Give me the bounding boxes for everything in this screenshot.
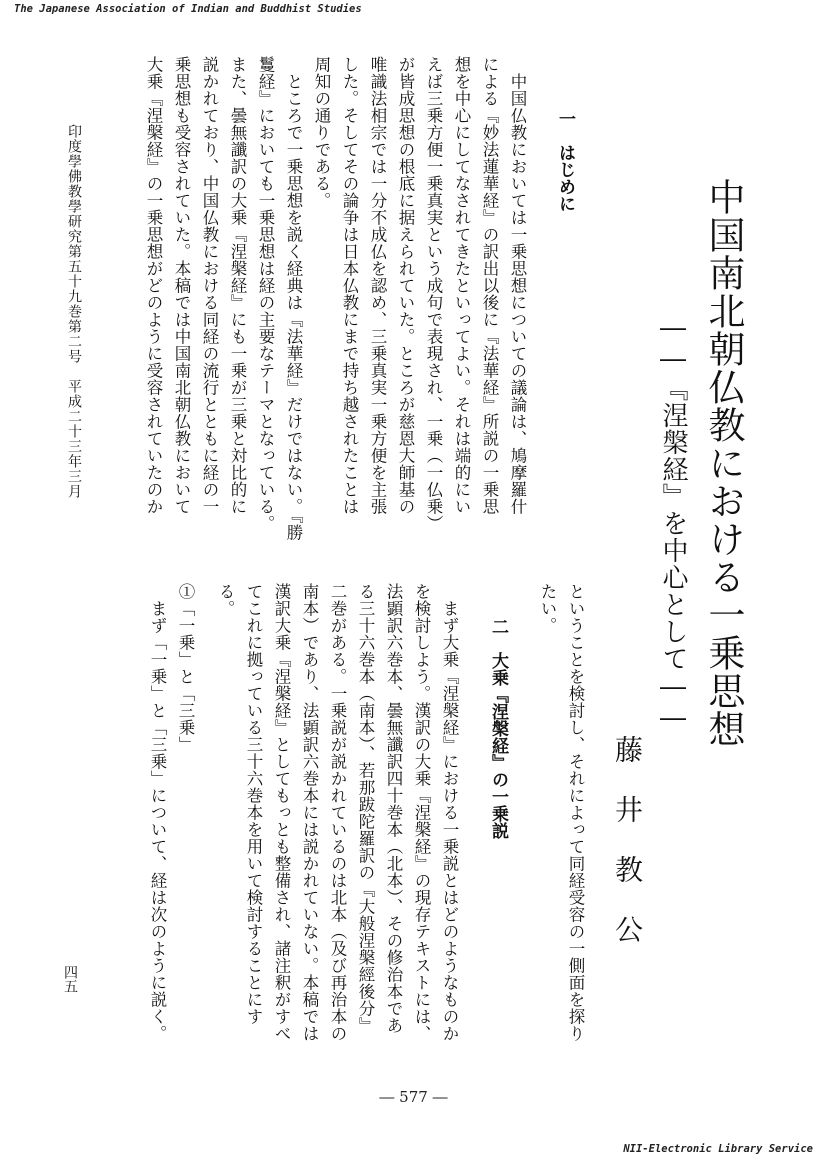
section2-line: まず大乗『涅槃経』における一乗説とはどのようなものか: [440, 583, 459, 1042]
section2-line: る三十六巻本（南本）、若那跋陀羅訳の『大般涅槃經後分』: [356, 583, 375, 1034]
section2-line: 二巻がある。一乗説が説かれているのは北本（及び再治本の: [328, 583, 347, 1042]
section2-line: を検討しよう。漢訳の大乗『涅槃経』の現存テキストには、: [412, 583, 431, 1042]
section2-line: 南本）であり、法顕訳六巻本には説かれていない。本稿では: [300, 583, 319, 1042]
section2-heading: 二 大乗『涅槃経』の一乗説: [488, 618, 508, 839]
section1-line: が皆成思想の根底に据えられていた。ところが慈恩大師基の: [396, 56, 415, 515]
section1-line: また、曇無讖訳の大乗『涅槃経』にも一乗が三乗と対比的に: [228, 56, 247, 515]
section1-line: 周知の通りである。: [312, 56, 331, 209]
paper-subtitle: ――『涅槃経』を中心として――: [658, 313, 688, 734]
section2-lead-line: ということを検討し、それによって同経受容の一側面を探り: [566, 583, 585, 1042]
paper-title: 中国南北朝仏教における一乗思想: [702, 178, 745, 748]
folio-number: 四五: [62, 965, 78, 993]
section2-line: まず「一乗」と「三乗」について、経は次のように説く。: [148, 583, 167, 1042]
section1-line: 唯識法相宗では一分不成仏を認め、三乗真実一乗方便を主張: [368, 56, 387, 515]
section1-line: による『妙法蓮華経』の訳出以後に『法華経』所説の一乗思: [480, 56, 499, 515]
section1-line: 鬘経』においても一乗思想は経の主要なテーマとなっている。: [256, 56, 275, 532]
section1-line: 中国仏教においては一乗思想についての議論は、鳩摩羅什: [508, 56, 527, 515]
section2-line: 漢訳大乗『涅槃経』としてもっとも整備され、諸注釈がすべ: [272, 583, 291, 1042]
page-number: ― 577 ―: [379, 1088, 448, 1106]
archive-header: The Japanese Association of Indian and Buddhist Studies: [14, 3, 362, 15]
section1-line: 大乗『涅槃経』の一乗思想がどのように受容されていたのか: [144, 56, 163, 515]
section1-line: した。そしてその論争は日本仏教にまで持ち越されたことは: [340, 56, 359, 515]
section1-line: えば三乗方便一乗真実という成句で表現され、一乗（一仏乗）: [424, 56, 443, 532]
section2-line: てこれに拠っている三十六巻本を用いて検討することにす: [244, 583, 263, 1025]
archive-footer: NII-Electronic Library Service: [623, 1143, 813, 1155]
section2-line: る。: [216, 583, 235, 617]
journal-citation: 印度學佛教學研究第五十九巻第二号 平成二十三年三月: [66, 124, 82, 499]
section1-heading: 一 はじめに: [555, 110, 575, 212]
section1-line: ところで一乗思想を説く経典は『法華経』だけではない。『勝: [284, 56, 303, 541]
section1-line: 乗思想も受容されていた。本稿では中国南北朝仏教において: [172, 56, 191, 515]
author-name: 藤井教公: [611, 735, 644, 975]
section2-lead-line: たい。: [538, 583, 557, 634]
section2-line: 法顕訳六巻本、曇無讖訳四十巻本（北本）、その修治本であ: [384, 583, 403, 1034]
section2-subheading: ①「一乗」と「三乗」: [176, 583, 195, 753]
section1-line: 想を中心にしてなされてきたといってよい。それは端的にい: [452, 56, 471, 515]
section1-line: 説かれており、中国仏教における同経の流行とともに経の一: [200, 56, 219, 515]
